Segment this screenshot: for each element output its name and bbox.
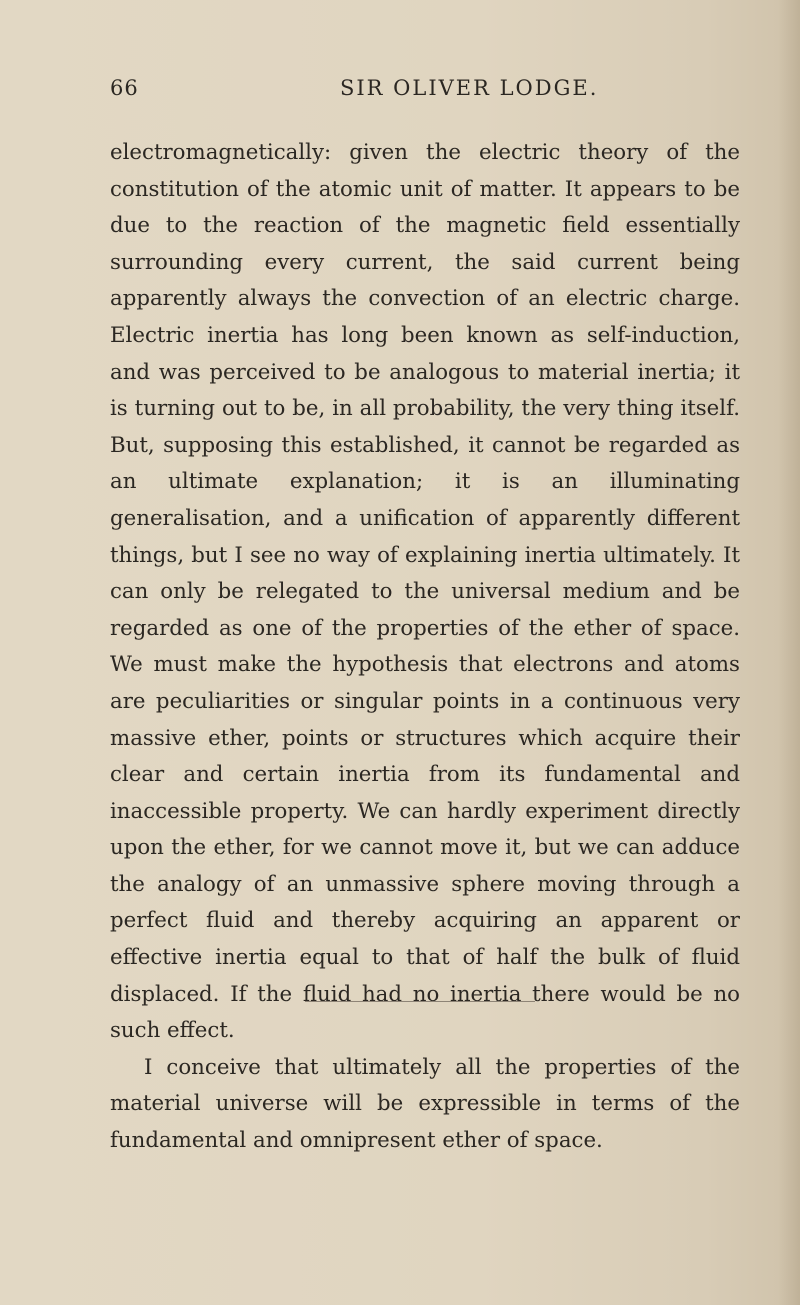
section-end-rule <box>305 1001 535 1002</box>
paragraph: I conceive that ultimately all the properties of the material universe will be expressible in terms of the fundamental and omnipresent ether of space. <box>110 1054 740 1154</box>
running-head <box>110 76 740 110</box>
body-text <box>110 135 740 1160</box>
running-title: SIR OLIVER LODGE. <box>340 76 599 100</box>
page-number: 66 <box>110 76 139 100</box>
page-edge-shadow <box>778 0 800 1305</box>
paragraph: electromagnetically: given the electric theory of the constitution of the atomic unit of matter. It appears to be due to the reaction of the magnetic field essentially surrounding every current, the said current being apparently always the convection of an electric charge. Electric inertia has long been known as self-induction, and was perceived to be analogous to material inertia; it is turning out to be, in all probability, the very thing itself. But, supposing this established, it cannot be regarded as an ultimate explanation; it is an illuminating generalisation, and a unification of apparently different things, but I see no way of explaining inertia ultimately. It can only be relegated to the universal medium and be regarded as one of the properties of the ether of space. We must make the hypothesis that electrons and atoms are peculiarities or singular points in a continuous very massive ether, points or structures which acquire their clear and certain inertia from its fundamental and inaccessible property. We can hardly experiment directly upon the ether, for we cannot move it, but we can adduce the analogy of an unmassive sphere moving through a perfect fluid and thereby acquiring an apparent or effective inertia equal to that of half the bulk of fluid displaced. If the fluid had no inertia there would be no such effect. <box>110 140 740 1044</box>
